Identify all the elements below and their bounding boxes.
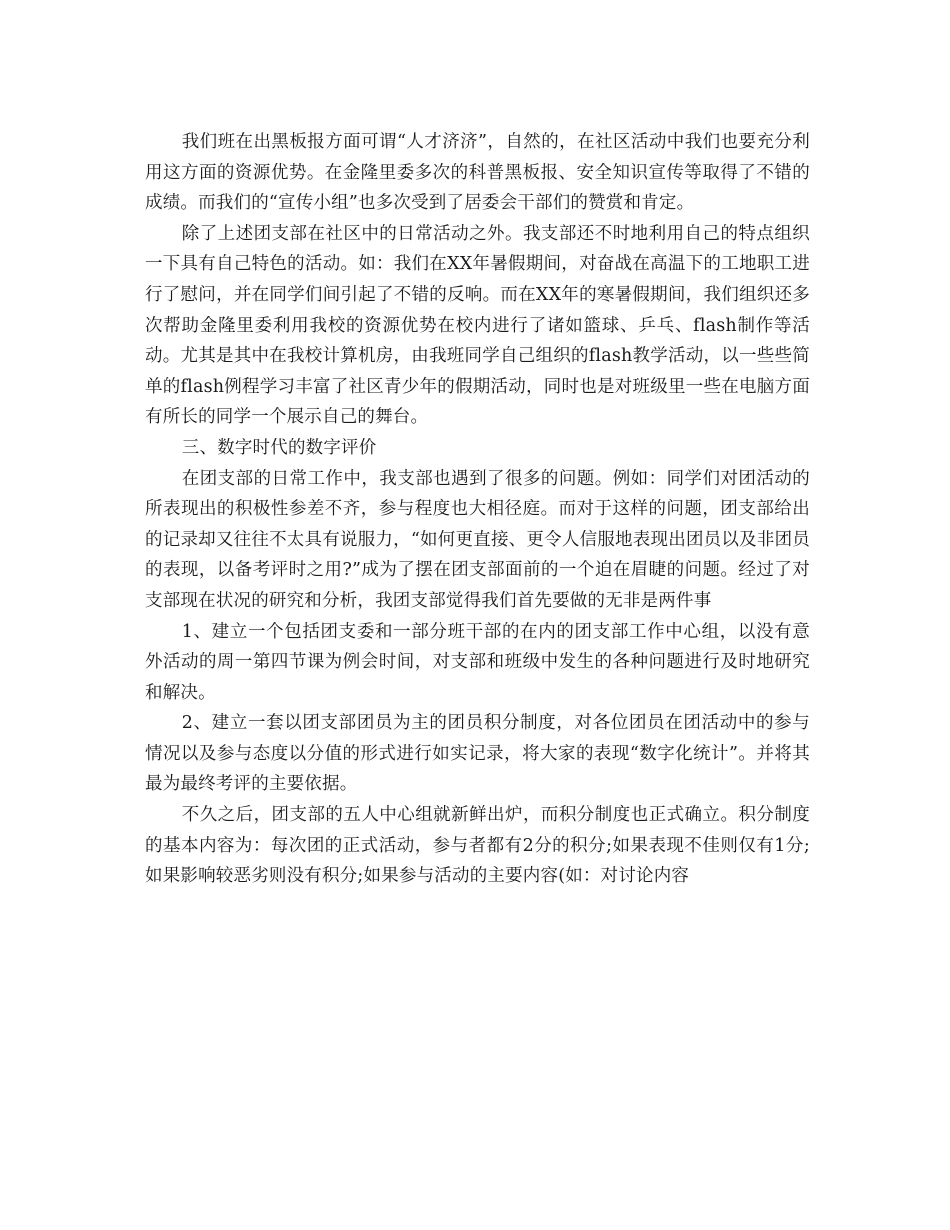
paragraph-special-activities: 除了上述团支部在社区中的日常活动之外。我支部还不时地利用自己的特点组织一下具有自己特色的活动。如：我们在XX年暑假期间，对奋战在高温下的工地职工进行了慰问，并在同学们间引起了不错的反响。而在XX年的寒暑假期间，我们组织还多次帮助金隆里委利用我校的资源优势在校内进行了诸如篮球、乒乓、flash制作等活动。尤其是其中在我校计算机房，由我班同学自己组织的flash教学活动，以一些些简单的flash例程学习丰富了社区青少年的假期活动，同时也是对班级里一些在电脑方面有所长的同学一个展示自己的舞台。 [145,223,810,428]
paragraph-points-system: 不久之后，团支部的五人中心组就新鲜出炉，而积分制度也正式确立。积分制度的基本内容为：每次团的正式活动，参与者都有2分的积分;如果表现不佳则仅有1分;如果影响较恶劣则没有积分;如果参与活动的主要内容(如：对讨论内容 [145,805,810,887]
paragraph-item-2: 2、建立一套以团支部团员为主的团员积分制度，对各位团员在团活动中的参与情况以及参与态度以分值的形式进行如实记录，将大家的表现“数字化统计”。并将其最为最终考评的主要依据。 [145,713,810,795]
document-body [145,127,810,892]
section-heading-digital-evaluation: 三、数字时代的数字评价 [181,437,377,458]
paragraph-blackboard: 我们班在出黑板报方面可谓“人才济济”，自然的，在社区活动中我们也要充分利用这方面的资源优势。在金隆里委多次的科普黑板报、安全知识宣传等取得了不错的成绩。而我们的“宣传小组”也多次受到了居委会干部们的赞赏和肯定。 [145,132,810,214]
paragraph-item-1: 1、建立一个包括团支委和一部分班干部的在内的团支部工作中心组，以没有意外活动的周一第四节课为例会时间，对支部和班级中发生的各种问题进行及时地研究和解决。 [145,621,810,703]
paragraph-daily-work-problems: 在团支部的日常工作中，我支部也遇到了很多的问题。例如：同学们对团活动的所表现出的积极性参差不齐，参与程度也大相径庭。而对于这样的问题，团支部给出的记录却又往往不太具有说服力，“如何更直接、更令人信服地表现出团员以及非团员的表现，以备考评时之用?”成为了摆在团支部面前的一个迫在眉睫的问题。经过了对支部现在状况的研究和分析，我团支部觉得我们首先要做的无非是两件事 [145,468,810,611]
